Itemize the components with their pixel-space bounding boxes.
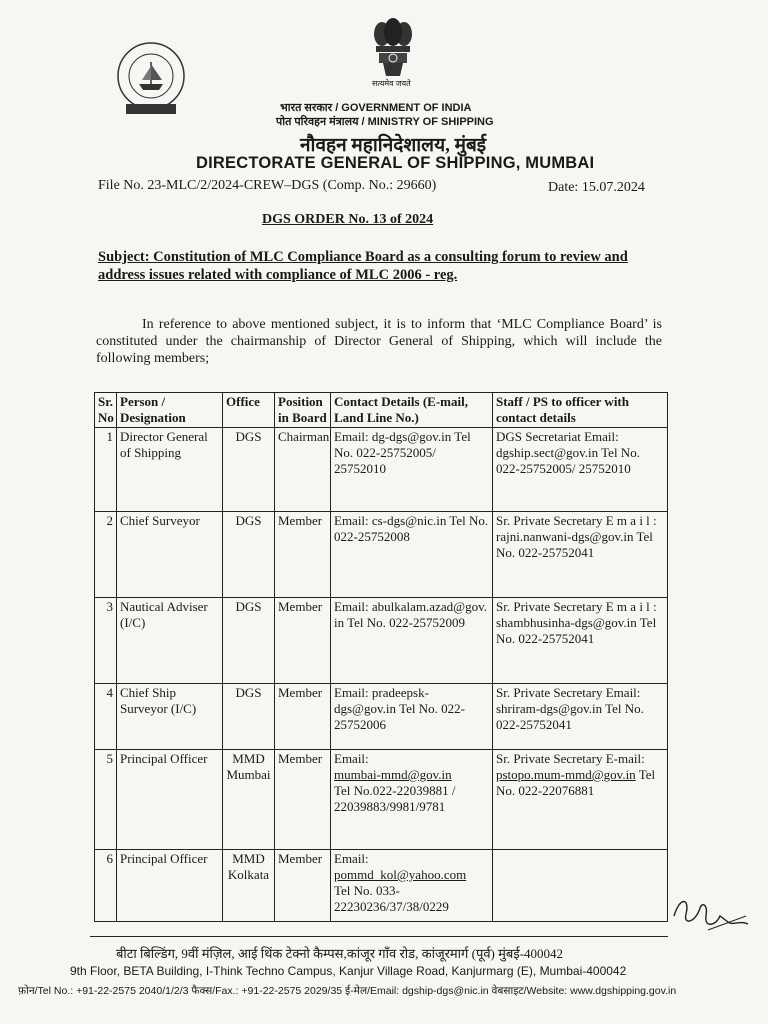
row-contact: Email: cs-dgs@nic.in Tel No. 022-25752008 xyxy=(331,512,493,598)
staff-email-link[interactable]: pstopo.mum-mmd@gov.in xyxy=(496,767,636,782)
header-person: Person / Designation xyxy=(117,393,223,428)
row-position: Member xyxy=(275,684,331,750)
row-person: Chief Ship Surveyor (I/C) xyxy=(117,684,223,750)
footer-contacts: फ़ोन/Tel No.: +91-22-2575 2040/1/2/3 फैक्स/Fax.: +91-22-2575 2029/35 ई-मेल/Email: dgship-dgs@nic.in वेबसाइट/Website: www.dgshipping.gov.in xyxy=(18,985,677,997)
row-position: Member xyxy=(275,598,331,684)
row-staff: Sr. Private Secretary Email: shriram-dgs@gov.in Tel No. 022-25752041 xyxy=(493,684,668,750)
table-row xyxy=(95,512,668,598)
row-contact: Email: pradeepsk-dgs@gov.in Tel No. 022-25752006 xyxy=(331,684,493,750)
contact-label: Email: xyxy=(334,851,369,866)
header-contact: Contact Details (E-mail, Land Line No.) xyxy=(331,393,493,428)
row-office: DGS xyxy=(223,598,275,684)
row-no: 6 xyxy=(95,850,117,922)
header-position: Position in Board xyxy=(275,393,331,428)
row-contact xyxy=(331,850,493,922)
signature-mark xyxy=(668,886,754,944)
row-office: DGS xyxy=(223,428,275,512)
table-row xyxy=(95,598,668,684)
row-position: Member xyxy=(275,750,331,850)
row-no: 2 xyxy=(95,512,117,598)
row-person: Chief Surveyor xyxy=(117,512,223,598)
intro-paragraph: In reference to above mentioned subject, it is to inform that ‘MLC Compliance Board’ is constituted under the chairmanship of Director General of Shipping, which will include the following members; xyxy=(96,317,662,366)
row-person: Principal Officer xyxy=(117,750,223,850)
row-contact: Email: abulkalam.azad@gov.in Tel No. 022-25752009 xyxy=(331,598,493,684)
row-no: 3 xyxy=(95,598,117,684)
row-person: Principal Officer xyxy=(117,850,223,922)
row-contact: Email: dg-dgs@gov.in Tel No. 022-25752005/ 25752010 xyxy=(331,428,493,512)
row-position: Member xyxy=(275,850,331,922)
row-office: MMD Mumbai xyxy=(223,750,275,850)
row-person: Nautical Adviser (I/C) xyxy=(117,598,223,684)
contact-tel: Tel No.022-22039881 / 22039883/9981/9781 xyxy=(334,783,456,814)
row-contact xyxy=(331,750,493,850)
row-position: Member xyxy=(275,512,331,598)
row-staff xyxy=(493,750,668,850)
table-row xyxy=(95,750,668,850)
table-header-row xyxy=(95,393,668,428)
contact-email-link[interactable]: mumbai-mmd@gov.in xyxy=(334,767,452,782)
emblem-motto: सत्यमेव जयते xyxy=(372,79,411,88)
staff-tel: Tel No. 022-22076881 xyxy=(496,767,656,798)
contact-email-link[interactable]: pommd_kol@yahoo.com xyxy=(334,867,467,882)
file-number: File No. 23-MLC/2/2024-CREW–DGS (Comp. No.: 29660) xyxy=(98,178,437,193)
row-office: MMD Kolkata xyxy=(223,850,275,922)
header-sr-no: Sr. No xyxy=(95,393,117,428)
members-table xyxy=(94,392,668,922)
row-no: 1 xyxy=(95,428,117,512)
dg-shipping-seal xyxy=(112,40,190,118)
header-office: Office xyxy=(223,393,275,428)
ministry-line: पोत परिवहन मंत्रालय / MINISTRY OF SHIPPING xyxy=(276,116,494,128)
row-person: Director General of Shipping xyxy=(117,428,223,512)
row-staff: Sr. Private Secretary E m a i l : shambhusinha-dgs@gov.in Tel No. 022-25752041 xyxy=(493,598,668,684)
directorate-title: DIRECTORATE GENERAL OF SHIPPING, MUMBAI xyxy=(196,154,595,172)
footer-divider xyxy=(90,936,668,937)
order-title: DGS ORDER No. 13 of 2024 xyxy=(262,212,434,227)
row-staff: DGS Secretariat Email: dgship.sect@gov.in Tel No. 022-25752005/ 25752010 xyxy=(493,428,668,512)
government-line: भारत सरकार / GOVERNMENT OF INDIA xyxy=(280,102,472,114)
subject-line: Subject: Constitution of MLC Compliance Board as a consulting forum to review and address issues related with compliance of MLC 2006 - reg. xyxy=(98,249,628,283)
table-row xyxy=(95,684,668,750)
contact-label: Email: xyxy=(334,751,369,766)
contact-tel: Tel No. 033-22230236/37/38/0229 xyxy=(334,883,449,914)
row-staff: Sr. Private Secretary E m a i l : rajni.nanwani-dgs@gov.in Tel No. 022-25752041 xyxy=(493,512,668,598)
row-staff xyxy=(493,850,668,922)
row-office: DGS xyxy=(223,512,275,598)
row-no: 5 xyxy=(95,750,117,850)
national-emblem-icon xyxy=(370,16,416,78)
footer-address: 9th Floor, BETA Building, I-Think Techno Campus, Kanjur Village Road, Kanjurmarg (E), Mumbai-400042 xyxy=(70,964,627,978)
header-staff: Staff / PS to officer with contact details xyxy=(493,393,668,428)
row-office: DGS xyxy=(223,684,275,750)
row-position: Chairman xyxy=(275,428,331,512)
table-row xyxy=(95,850,668,922)
table-row xyxy=(95,428,668,512)
hindi-title: नौवहन महानिदेशालय, मुंबई xyxy=(300,135,487,156)
staff-label: Sr. Private Secretary E-mail: xyxy=(496,751,645,766)
row-no: 4 xyxy=(95,684,117,750)
order-date: Date: 15.07.2024 xyxy=(548,180,645,195)
footer-hindi-address: बीटा बिल्डिंग, 9वीं मंज़िल, आई थिंक टेक्नो कैम्पस,कांजूर गाँव रोड, कांजूरमार्ग (पूर्व) मुंबई-400042 xyxy=(116,946,564,961)
